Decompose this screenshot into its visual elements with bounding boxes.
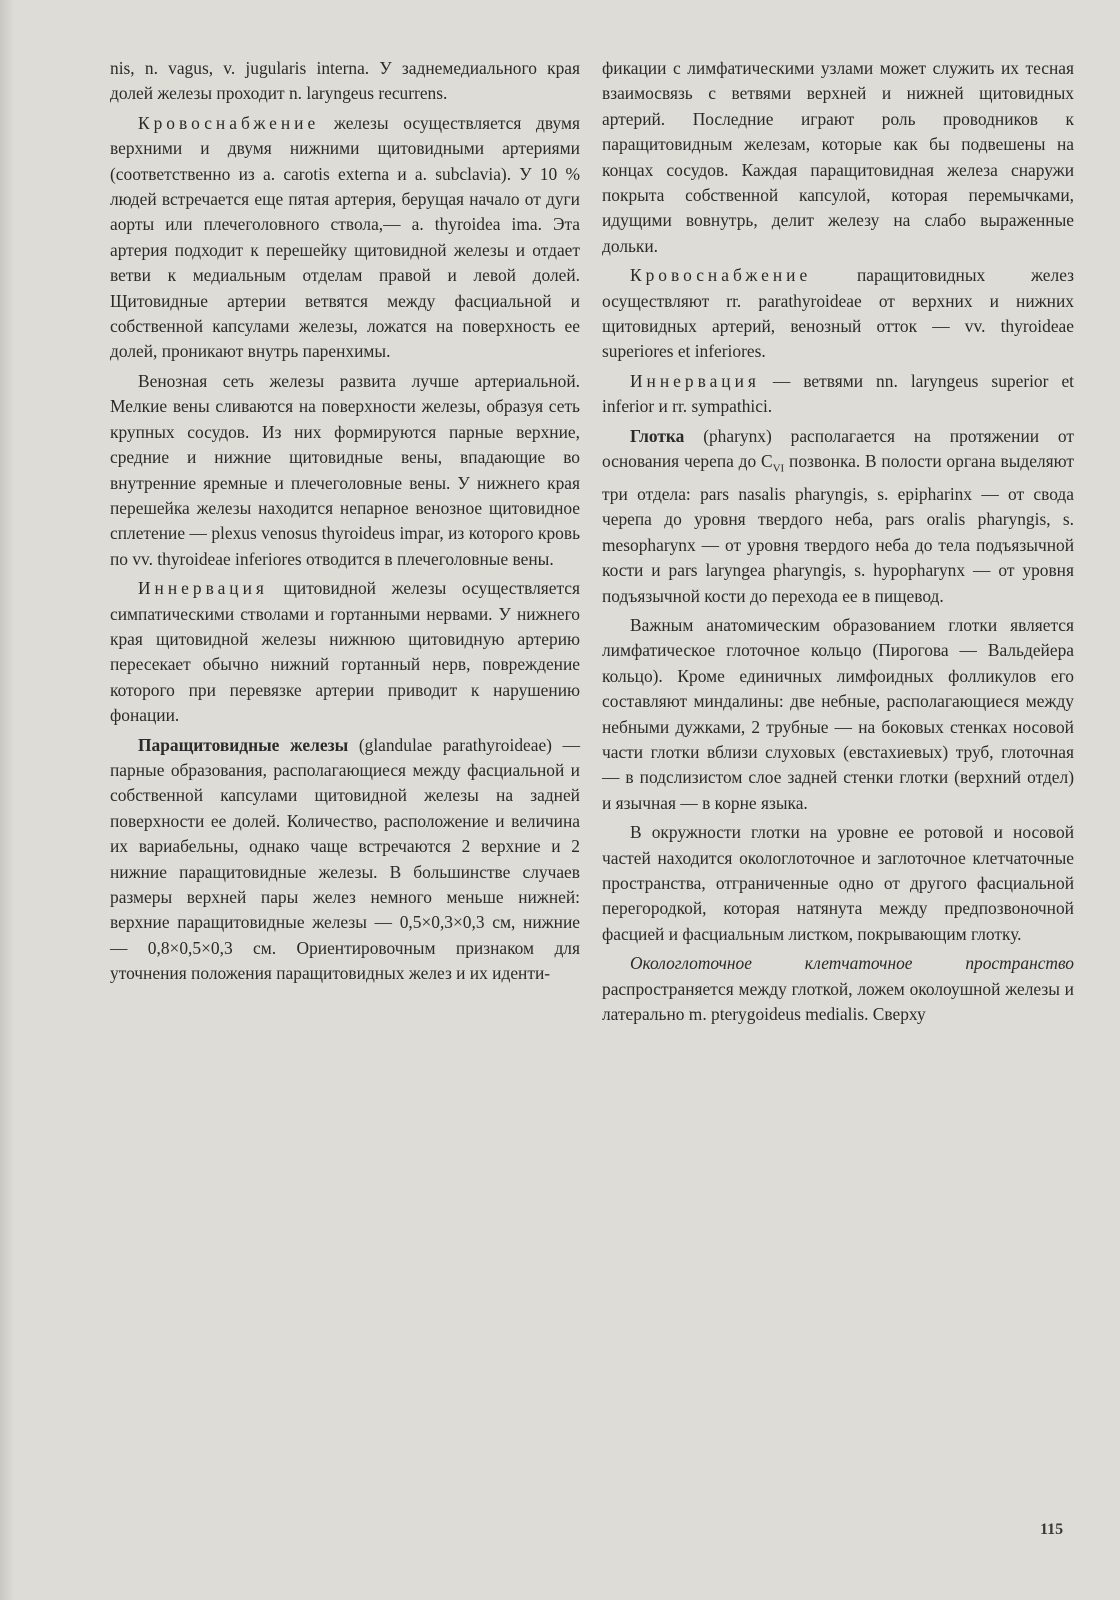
page-binding-shadow — [0, 0, 14, 1600]
left-column — [110, 56, 580, 987]
paragraph-innervation: Иннервация щитовидной железы осуществляется симпатическими стволами и гортанными нервами. У нижнего края щитовидной железы нижнюю щитовидную артерию пересекает обычно нижний гортанный нерв, повреждение которого при перевязке артерии приводит к нарушению фонации. — [110, 578, 580, 726]
bold-term: Паращитовидные железы — [138, 734, 349, 755]
paragraph: nis, n. vagus, v. jugularis interna. У заднемедиального края долей железы проходит n. laryngeus recurrens. — [110, 58, 580, 104]
paragraph-parapharyngeal: Окологлоточное клетчаточное пространство распространяется между глоткой, ложем околоушной железы и латерально m. pterygoideus medialis. Сверху — [602, 953, 1074, 1025]
paragraph-lymph-ring: Важным анатомическим образованием глотки является лимфатическое глоточное кольцо (Пирогова — Вальдейера кольцо). Кроме единичных лимфоидных фолликулов его составляют миндалины: две небные, располагающиеся между небными дужками, 2 трубные — на боковых стенках носовой части глотки вблизи слуховых (евстахиевых) труб, глоточная — в подслизистом слое задней стенки глотки (верхний отдел) и язычная — в корне языка. — [602, 615, 1074, 813]
spaced-heading: Кровоснабжение — [630, 265, 812, 286]
paragraph-parathyroid: Паращитовидные железы (glandulae parathyroideae) — парные образования, располагающиеся между фасциальной и собственной капсулами щитовидной железы на задней поверхности ее долей. Количество, расположение и величина их вариабельны, однако чаще встречаются 2 верхние и 2 нижние паращитовидные железы. В большинстве случаев размеры верхней пары желез немного меньше нижней: верхние паращитовидные железы — 0,5×0,3×0,3 см, нижние — 0,8×0,5×0,3 см. Ориентировочным признаком для уточнения положения паращитовидных желез и их иденти- — [110, 734, 580, 984]
right-column — [602, 56, 1074, 1028]
spaced-heading: Иннервация — [138, 578, 268, 599]
italic-term: Окологлоточное клетчаточное пространство — [630, 953, 1074, 974]
paragraph-pharynx: Глотка (pharynx) располагается на протяжении от основания черепа до $C_{VI}$ позвонка. В полости органа выделяют три отдела: pars nasalis pharyngis, s. epipharinx — от свода черепа до уровня твердого неба, pars oralis pharyngis, s. mesopharynx — от уровня твердого неба до тела подъязычной кости и pars laryngea pharyngis, s. hypopharynx — от уровня подъязычной кости до перехода ее в пищевод. — [602, 425, 1074, 606]
paragraph-blood-supply: Кровоснабжение паращитовидных желез осуществляют rr. parathyroideae от верхних и нижних щитовидных артерий, венозный отток — vv. thyroideae superiores et inferiores. — [602, 265, 1074, 362]
paragraph: фикации с лимфатическими узлами может служить их тесная взаимосвязь с ветвями верхней и нижней щитовидных артерий. Последние играют роль проводников к паращитовидным железам, которые как бы подвешены на концах сосудов. Каждая паращитовидная железа снаружи покрыта собственной капсулой, которая перемычками, идущими вовнутрь, делит железу на слабо выраженные дольки. — [602, 58, 1074, 256]
paragraph-venous: Венозная сеть железы развита лучше артериальной. Мелкие вены сливаются на поверхности железы, образуя сеть крупных сосудов. Из них формируются парные верхние, средние и нижние щитовидные вены, впадающие во внутренние яремные и плечеголовные вены. У нижнего края перешейка железы находится непарное венозное щитовидное сплетение — plexus venosus thyroideus impar, из которого кровь по vv. thyroideae inferiores отводится в плечеголовные вены. — [110, 370, 580, 569]
spaced-heading: Иннервация — [630, 370, 760, 391]
spaced-heading: Кровоснабжение — [138, 112, 320, 133]
page-number: 115 — [1040, 1521, 1064, 1538]
paragraph-innervation: Иннервация — ветвями nn. laryngeus superior et inferior и rr. sympathici. — [602, 370, 1074, 417]
bold-term: Глотка — [630, 425, 685, 446]
paragraph-spaces: В окружности глотки на уровне ее ротовой и носовой частей находится окологлоточное и заглоточное клетчаточные пространства, отграниченные одно от другого фасциальной перегородкой, которая натянута между предпозвоночной фасцией и фасциальным листком, покрывающим глотку. — [602, 822, 1074, 944]
subscript: VI — [772, 462, 785, 475]
paragraph-blood-supply: Кровоснабжение железы осуществляется двумя верхними и двумя нижними щитовидными артериями (соответственно из a. carotis externa и a. subclavia). У 10 % людей встречается еще пятая артерия, берущая начало от дуги аорты или плечеголовного ствола,— a. thyroidea ima. Эта артерия подходит к перешейку щитовидной железы и отдает ветви к медиальным отделам правой и левой долей. Щитовидные артерии ветвятся между фасциальной и собственной капсулами железы, ложатся на поверхность ее долей, проникают внутрь паренхимы. — [110, 112, 580, 362]
